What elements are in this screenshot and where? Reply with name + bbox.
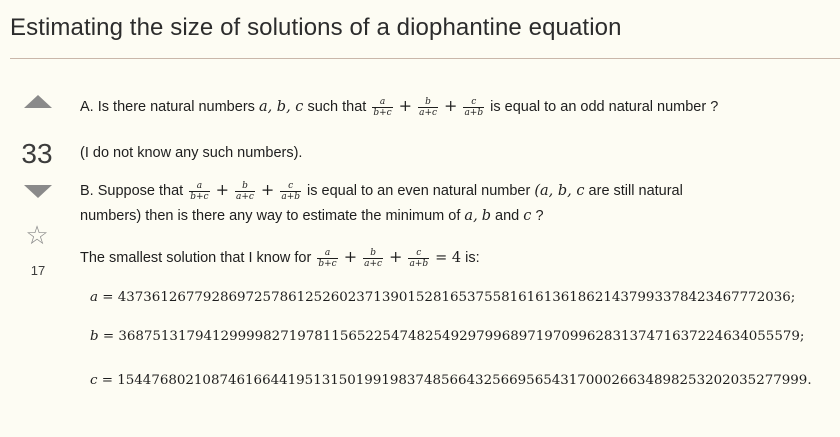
var-c: c	[523, 208, 532, 224]
solution-a-label: a	[90, 290, 98, 305]
fraction-b: $\frac{b}{a+c}$	[235, 180, 254, 202]
solution-b-label: b	[90, 329, 99, 344]
solution-c-value: = 154476802108746166441951315019919837485664325669565431700026634898253202035277999.	[101, 373, 812, 388]
plus-sign: +	[398, 96, 413, 115]
equals-four: = 4	[435, 250, 462, 266]
var-a: a	[464, 208, 474, 224]
part-a-suffix: is equal to an odd natural number ?	[490, 99, 719, 115]
such-that-text: such that	[307, 99, 367, 115]
part-a-note: (I do not know any such numbers).	[80, 145, 303, 161]
part-a-prefix: A. Is there natural numbers	[80, 99, 255, 115]
fraction-c: $\frac{c}{a+b}$	[281, 180, 300, 202]
comma: ,	[473, 208, 478, 224]
solution-a-value: = 4373612677928697257861252602371390152816537558161613618621437993378423467772036;	[102, 290, 796, 305]
solution-a	[90, 290, 795, 305]
plus-sign: +	[260, 180, 275, 199]
favorite-star-icon[interactable]: ☆	[25, 220, 49, 250]
part-b-prefix: B. Suppose that	[80, 183, 184, 199]
fraction-a: $\frac{a}{b+c}$	[318, 247, 337, 269]
downvote-arrow-icon[interactable]	[24, 185, 52, 198]
fraction-c: $\frac{c}{a+b}$	[464, 96, 484, 118]
part-a-line	[80, 96, 718, 118]
fraction-a: $\frac{a}{b+c}$	[190, 180, 209, 202]
var-b: b	[481, 208, 492, 224]
part-b-line-2	[80, 208, 544, 224]
solution-c	[90, 373, 812, 388]
fraction-b: $\frac{b}{a+c}$	[364, 247, 383, 269]
part-b-tail: are still natural	[588, 183, 683, 199]
fraction-b: $\frac{b}{a+c}$	[419, 96, 438, 118]
solution-b	[90, 329, 804, 344]
question-mark: ?	[535, 208, 544, 224]
and-word: and	[495, 208, 520, 224]
solution-c-label: c	[90, 373, 98, 388]
plus-sign: +	[343, 247, 358, 266]
vars-abc-paren: (a, b, c	[534, 183, 585, 199]
solution-b-value: = 36875131794129999827197811565225474825492979968971970996283137471637224634055579;	[102, 329, 805, 344]
fraction-a: $\frac{a}{b+c}$	[373, 96, 392, 118]
smallest-solution-line	[80, 247, 480, 269]
smallest-prefix: The smallest solution that I know for	[80, 250, 312, 266]
part-b-line2-text: numbers) then is there any way to estimate the minimum of	[80, 208, 461, 224]
title-divider	[10, 58, 840, 59]
part-b-mid: is equal to an even natural number	[307, 183, 531, 199]
vote-score: 33	[21, 138, 53, 169]
question-title[interactable]: Estimating the size of solutions of a diophantine equation	[10, 14, 622, 41]
part-b-line	[80, 180, 683, 202]
plus-sign: +	[215, 180, 229, 199]
upvote-arrow-icon[interactable]	[24, 95, 52, 108]
fraction-c: $\frac{c}{a+b}$	[409, 247, 429, 269]
plus-sign: +	[444, 96, 458, 115]
is-colon: is:	[465, 250, 480, 266]
vars-abc: a, b, c	[258, 99, 304, 115]
plus-sign: +	[389, 247, 403, 266]
favorite-count: 17	[30, 263, 46, 278]
